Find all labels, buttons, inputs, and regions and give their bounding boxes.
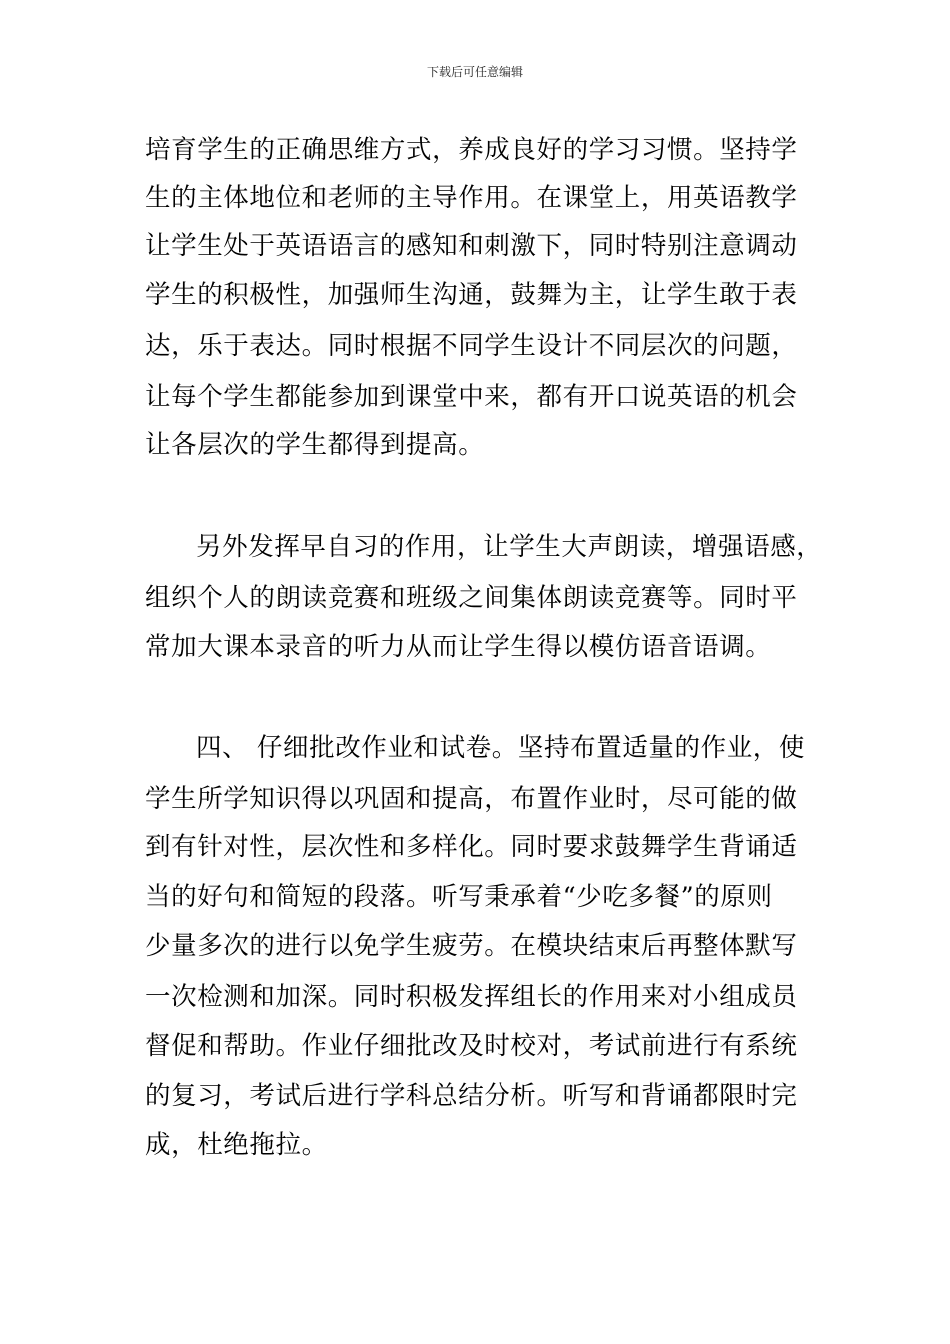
paragraph-3-line-6: 一次检测和加深。同时积极发挥组长的作用来对小组成员 bbox=[145, 982, 798, 1012]
paragraph-1-line-3: 让学生处于英语语言的感知和刺激下，同时特别注意调动 bbox=[145, 231, 798, 261]
paragraph-1-line-7: 让各层次的学生都得到提高。 bbox=[145, 430, 485, 460]
paragraph-2-line-3: 常加大课本录音的听力从而让学生得以模仿语音语调。 bbox=[145, 632, 772, 662]
paragraph-1-line-6: 让每个学生都能参加到课堂中来，都有开口说英语的机会 bbox=[145, 382, 798, 412]
paragraph-3-line-2: 学生所学知识得以巩固和提高，布置作业时，尽可能的做 bbox=[145, 784, 798, 814]
paragraph-2-line-2: 组织个人的朗读竞赛和班级之间集体朗读竞赛等。同时平 bbox=[145, 583, 798, 613]
paragraph-3-line-8: 的复习，考试后进行学科总结分析。听写和背诵都限时完 bbox=[145, 1081, 798, 1111]
paragraph-3-line-1: 四、 仔细批改作业和试卷。坚持布置适量的作业，使 bbox=[196, 733, 806, 763]
page-header: 下载后可任意编辑 bbox=[426, 65, 523, 79]
paragraph-3-line-9: 成，杜绝拖拉。 bbox=[145, 1130, 328, 1160]
paragraph-1-line-2: 生的主体地位和老师的主导作用。在课堂上，用英语教学 bbox=[145, 183, 798, 213]
paragraph-1-line-1: 培育学生的正确思维方式，养成良好的学习习惯。坚持学 bbox=[145, 135, 798, 165]
paragraph-1-line-4: 学生的积极性，加强师生沟通，鼓舞为主，让学生敢于表 bbox=[145, 280, 798, 310]
paragraph-3-line-7: 督促和帮助。作业仔细批改及时校对，考试前进行有系统 bbox=[145, 1031, 798, 1061]
paragraph-2-line-1: 另外发挥早自习的作用，让学生大声朗读，增强语感， bbox=[196, 532, 823, 562]
paragraph-3-line-5: 少量多次的进行以免学生疲劳。在模块结束后再整体默写 bbox=[145, 931, 798, 961]
paragraph-1-line-5: 达，乐于表达。同时根据不同学生设计不同层次的问题， bbox=[145, 331, 798, 361]
paragraph-3-line-4: 当的好句和简短的段落。听写秉承着“少吃多餐”的原则 bbox=[145, 882, 773, 912]
paragraph-3-line-3: 到有针对性，层次性和多样化。同时要求鼓舞学生背诵适 bbox=[145, 832, 798, 862]
